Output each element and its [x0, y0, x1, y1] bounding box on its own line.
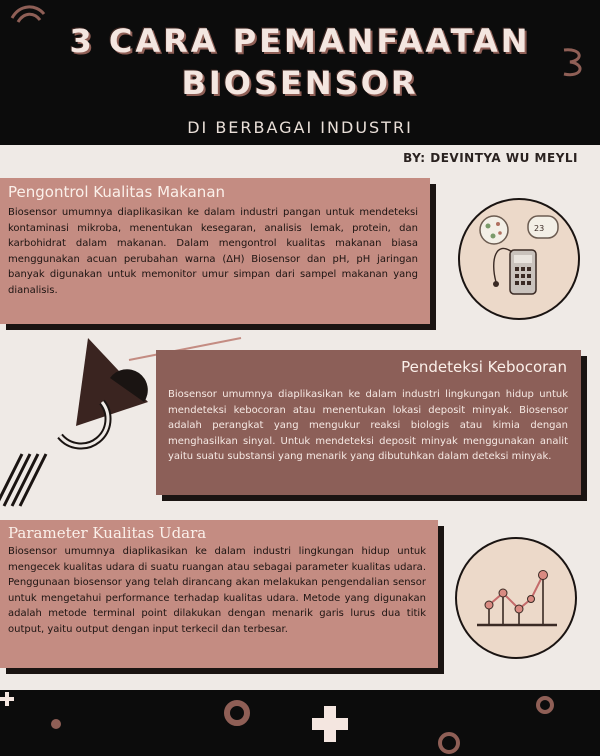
section-body: Biosensor umumnya diaplikasikan ke dalam industri pangan untuk mendeteksi kontaminasi mikroba, menentukan kesegaran, analisis lemak, protein, dan karbohidrat dalam makanan. Dalam mengontrol kualitas makanan biasa menggunakan acuan perubahan warna (ΔH) Biosensor dan pH, pH jaringan banyak digunakan untuk memonitor umur simpan dari sampel makanan yang dianalisis.	[8, 207, 418, 296]
plus-decoration	[310, 704, 350, 744]
half-circle-decoration	[108, 372, 148, 412]
diagonal-stripes-decoration	[0, 448, 46, 508]
section-title: Parameter Kualitas Udara	[8, 524, 207, 542]
ring-decoration-small	[534, 694, 556, 716]
arc-decoration	[54, 400, 114, 450]
footer	[0, 690, 600, 749]
section-title: Pengontrol Kualitas Makanan	[8, 183, 226, 201]
section-body: Biosensor umumnya diaplikasikan ke dalam industri lingkungan hidup untuk mengecek kualitas udara di suatu ruangan atau sebagai parameter kualitas udara. Penggunaan biosensor yang telah dirancang akan melakukan pengendalian sensor untuk mengetahui performance terhadap kualitas udara. Metode yang digunakan adalah metode terminal point dilakukan dengan menarik garis lurus dua titik output, yaitu output dengan input terkecil dan terbesar.	[8, 546, 426, 635]
biosensor-device-illustration	[458, 198, 580, 320]
section-body: Biosensor umumnya diaplikasikan ke dalam industri lingkungan hidup untuk mendeteksi kebocoran atau menentukan lokasi deposit minyak. Biosensor adalah perangkat yang mengukur reaksi biologis atau kimia dengan menghasilkan sinyal. Untuk mendeteksi deposit minyak menggunakan analit yaitu suatu substansi yang menarik yang dibutuhkan dalam deteksi minyak.	[168, 389, 568, 463]
sensor-device-icon	[460, 200, 578, 318]
line-graph-icon	[457, 539, 575, 657]
ring-decoration	[222, 698, 252, 728]
section-leak-detection	[156, 350, 581, 495]
small-plus-decoration	[0, 692, 14, 706]
header	[0, 0, 600, 145]
ring-decoration-bottom	[436, 730, 462, 756]
section-food-quality	[0, 178, 430, 324]
svg-text:23: 23	[534, 224, 545, 233]
byline: BY: DEVINTYA WU MEYLI	[403, 151, 578, 165]
section-air-quality	[0, 520, 438, 668]
subtitle: DI BERBAGAI INDUSTRI	[187, 118, 413, 137]
dot-decoration	[50, 718, 62, 730]
section-title: Pendeteksi Kebocoran	[401, 358, 567, 376]
line-graph-illustration	[455, 537, 577, 659]
title-line-2: BIOSENSOR	[181, 64, 419, 102]
title-line-1: 3 CARA PEMANFAATAN	[69, 22, 531, 60]
